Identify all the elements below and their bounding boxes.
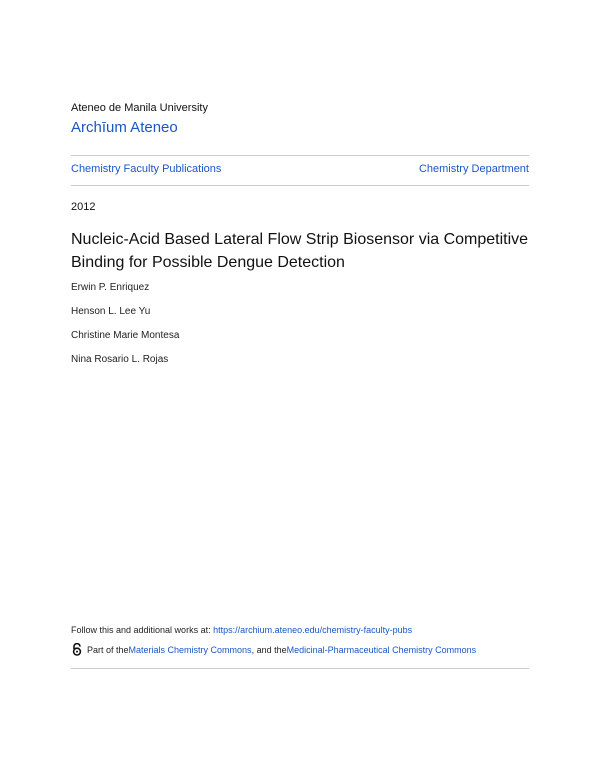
divider (71, 185, 529, 186)
collection-url-link[interactable]: https://archium.ateneo.edu/chemistry-faculty-pubs (213, 625, 413, 635)
part-of-middle: , and the (251, 644, 287, 655)
open-access-icon (71, 643, 83, 656)
author-name: Christine Marie Montesa (71, 330, 180, 341)
part-of-line (71, 643, 476, 656)
follow-prefix: Follow this and additional works at: (71, 625, 214, 635)
author-name: Nina Rosario L. Rojas (71, 354, 169, 365)
department-link[interactable]: Chemistry Department (418, 163, 529, 175)
divider (71, 155, 529, 156)
medicinal-pharmaceutical-chemistry-commons-link[interactable]: Medicinal-Pharmaceutical Chemistry Commons (286, 644, 477, 655)
divider (71, 668, 529, 669)
author-name: Erwin P. Enriquez (71, 282, 150, 293)
part-of-prefix: Part of the (87, 644, 129, 655)
author-name: Henson L. Lee Yu (71, 306, 151, 317)
publication-year: 2012 (71, 201, 96, 213)
collection-link[interactable]: Chemistry Faculty Publications (71, 163, 222, 175)
paper-title: Nucleic-Acid Based Lateral Flow Strip Biosensor via Competitive Binding for Possible Dengue Detection (71, 231, 529, 271)
university-name: Ateneo de Manila University (71, 102, 208, 114)
materials-chemistry-commons-link[interactable]: Materials Chemistry Commons (128, 644, 252, 655)
repository-link[interactable]: Archīum Ateneo (71, 119, 178, 136)
follow-line (71, 625, 412, 635)
